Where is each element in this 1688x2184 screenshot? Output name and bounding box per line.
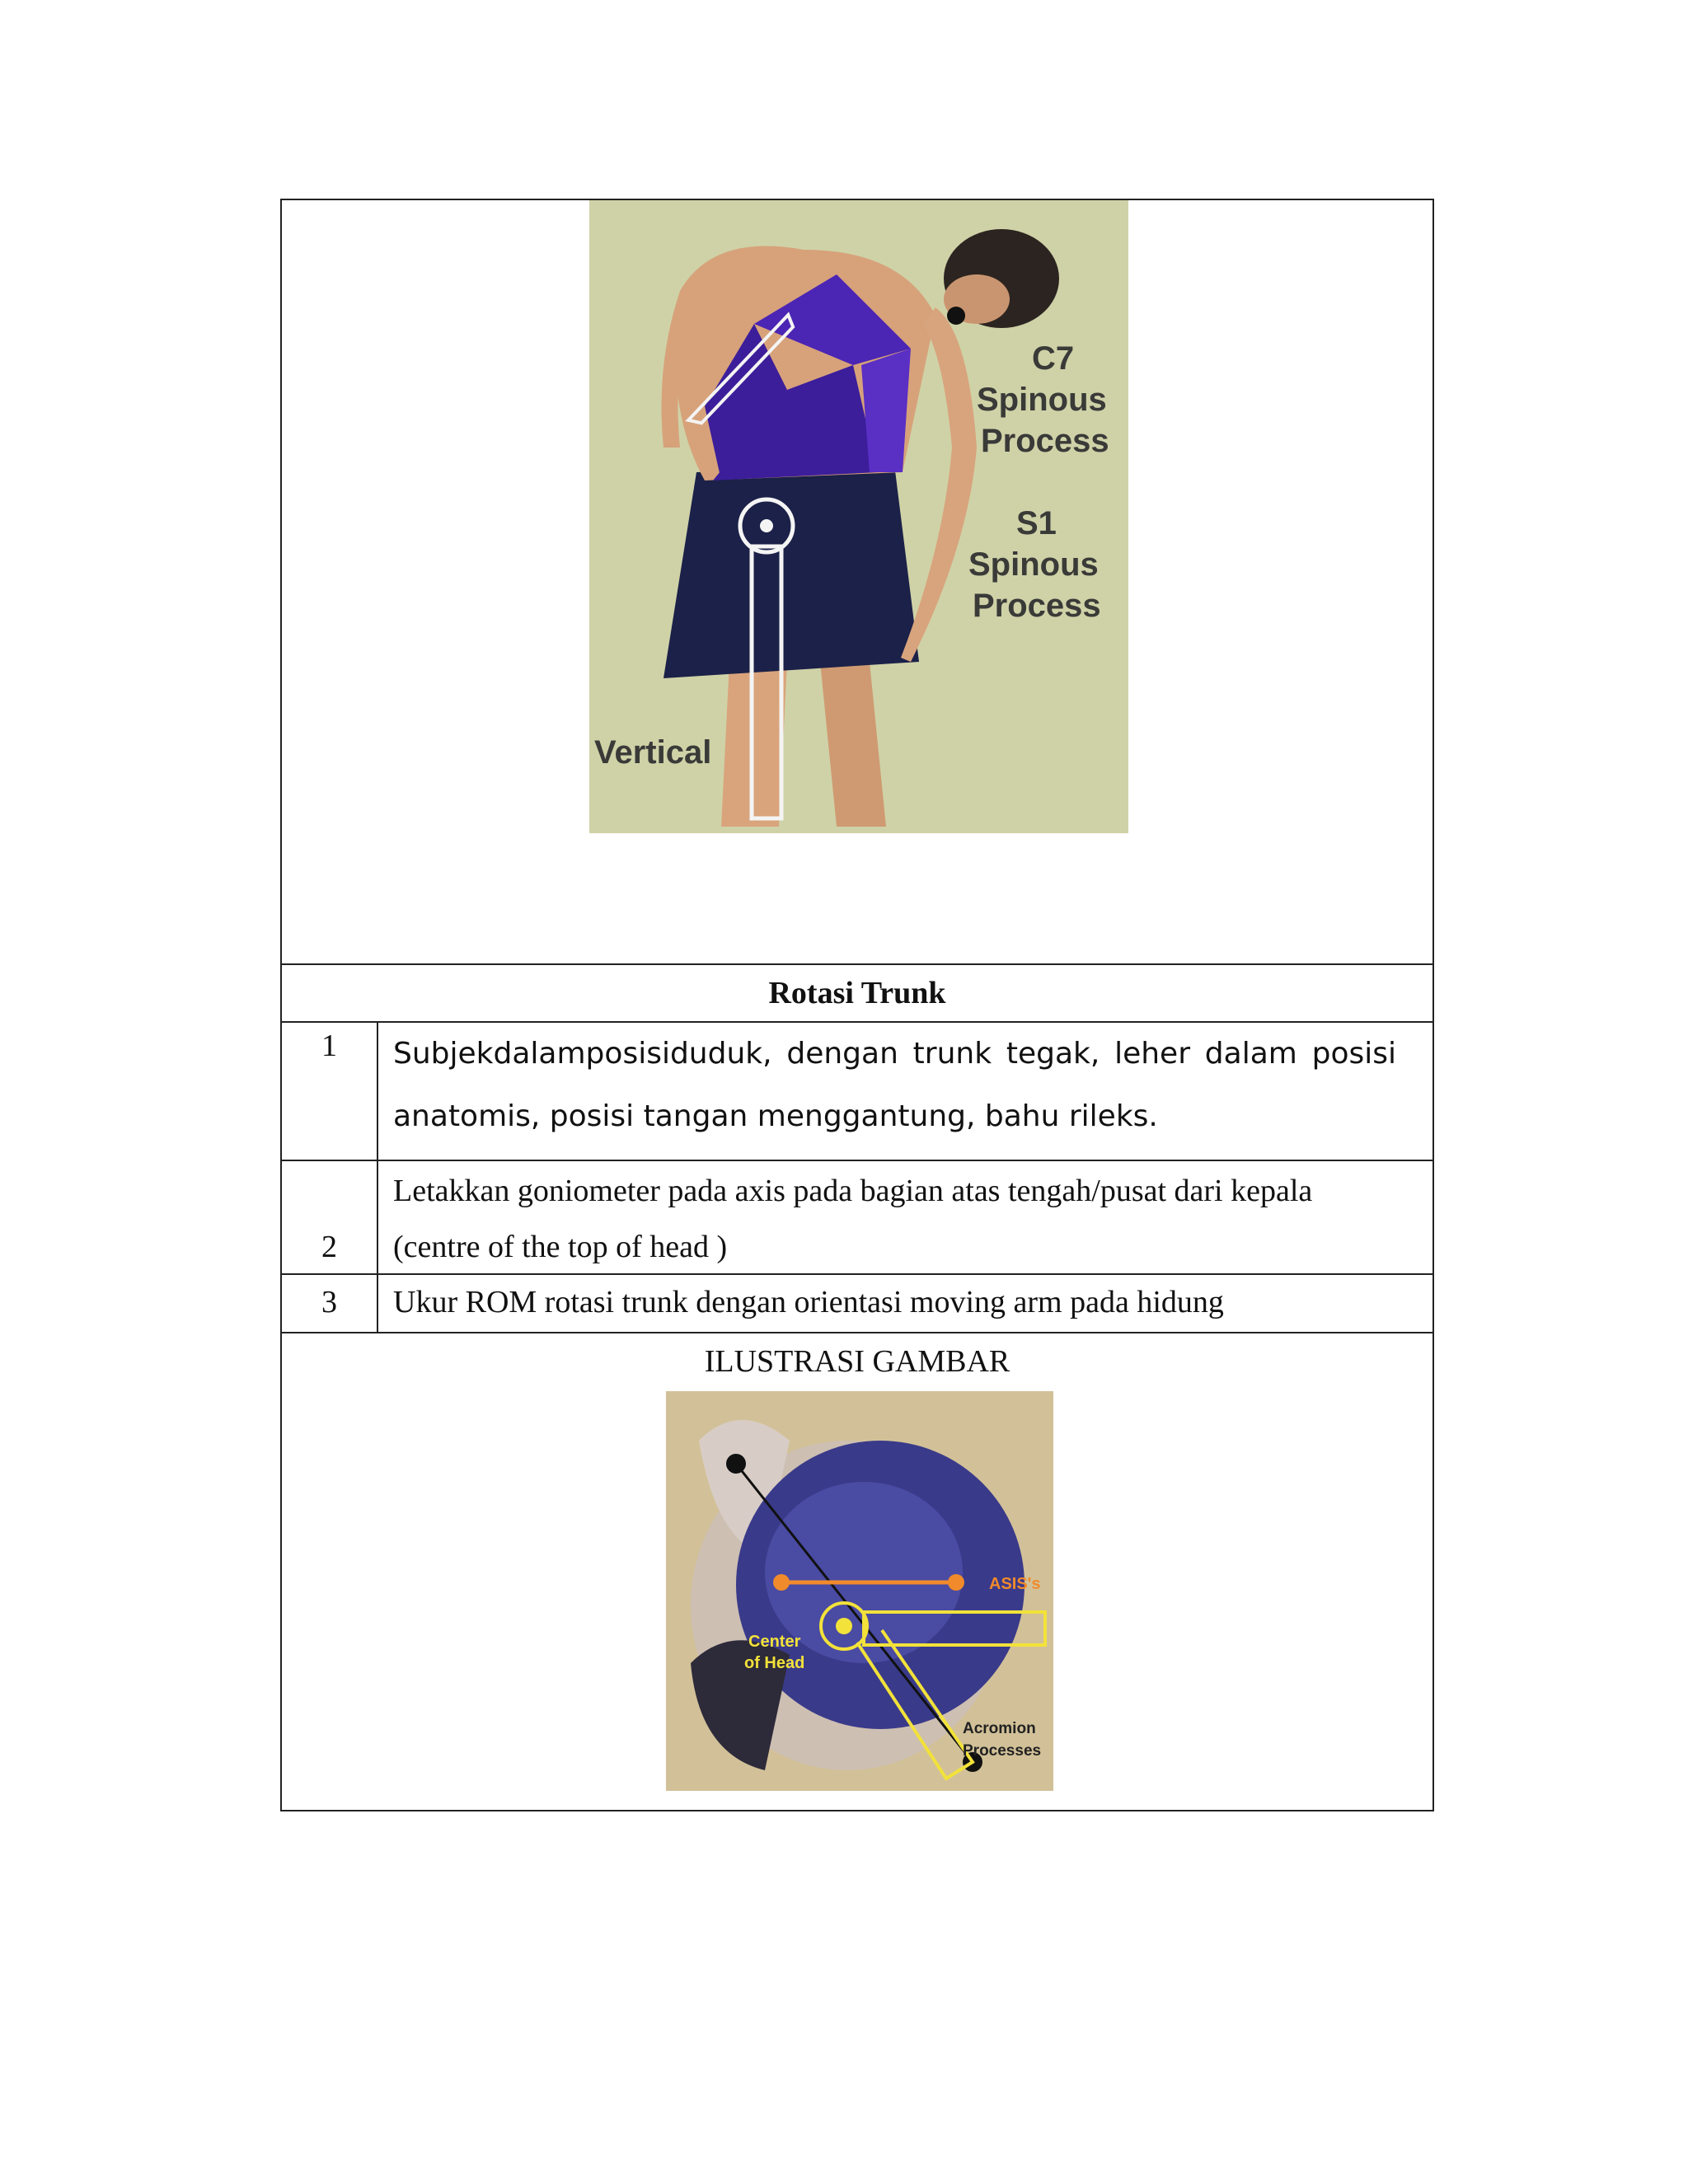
label-processes: Processes (963, 1742, 1042, 1760)
label-acromion: Acromion (963, 1720, 1036, 1737)
label-s1-process: Process (973, 588, 1101, 624)
label-c7: C7 (1032, 340, 1075, 377)
illustration-title: ILUSTRASI GAMBAR (704, 1344, 1010, 1379)
step-text: Letakkan goniometer pada axis pada bagian atas tengah/pusat dari kepala (centre of the top of head ) (393, 1174, 1313, 1264)
label-of-head: of Head (744, 1654, 805, 1672)
label-c7-spinous: Spinous (977, 382, 1107, 418)
label-center: Center (748, 1633, 801, 1651)
step-text: Subjekdalamposisiduduk, dengan trunk tegak, leher dalam posisi anatomis, posisi tangan menggantung, bahu rileks. (393, 1037, 1396, 1133)
photo-trunk-rotation (666, 1391, 1053, 1791)
illustration-row (282, 1332, 1432, 1810)
label-s1: S1 (1016, 505, 1057, 541)
step-row (282, 1273, 1432, 1332)
section-title: Rotasi Trunk (282, 963, 1432, 1021)
figure-row-lateral-flexion (282, 200, 1432, 963)
label-c7-process: Process (981, 423, 1109, 459)
label-s1-spinous: Spinous (968, 546, 1099, 583)
document-table (280, 199, 1434, 1811)
step-row (282, 1021, 1432, 1160)
label-vertical: Vertical (594, 734, 712, 771)
label-asis: ASIS's (989, 1575, 1041, 1593)
step-number: 3 (282, 1275, 378, 1332)
photo-lateral-flexion (589, 200, 1128, 833)
step-number: 1 (282, 1023, 378, 1160)
step-number: 2 (282, 1161, 378, 1273)
step-text: Ukur ROM rotasi trunk dengan orientasi moving arm pada hidung (393, 1285, 1224, 1319)
step-row (282, 1160, 1432, 1273)
